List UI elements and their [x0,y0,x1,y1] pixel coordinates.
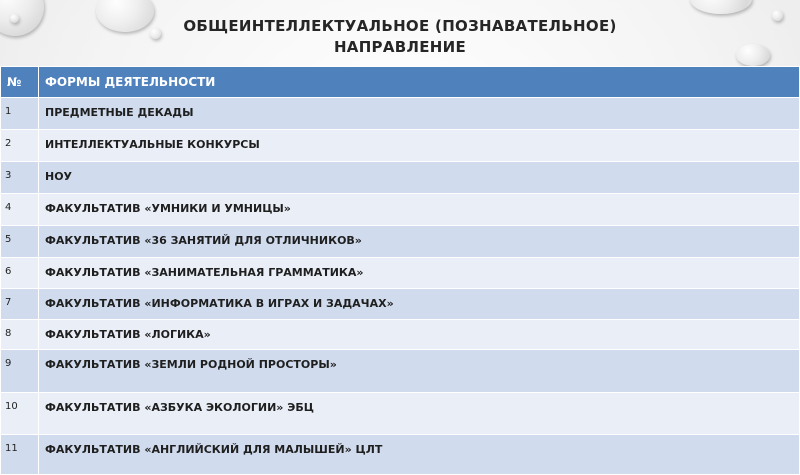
activities-table [0,66,800,475]
water-drop-decoration [772,10,783,21]
table-row [1,226,800,258]
table-row [1,194,800,226]
table-header-row [1,67,800,98]
row-number: 5 [1,226,39,258]
row-text: ФАКУЛЬТАТИВ «АНГЛИЙСКИЙ ДЛЯ МАЛЫШЕЙ» ЦЛТ [39,435,800,475]
table-row [1,393,800,435]
table-row [1,350,800,393]
title-line-2: НАПРАВЛЕНИЕ [333,38,467,56]
table-row [1,289,800,320]
water-drop-decoration [690,0,752,14]
row-text: ФАКУЛЬТАТИВ «ЛОГИКА» [39,320,800,350]
row-number: 4 [1,194,39,226]
row-number: 8 [1,320,39,350]
page-title [120,16,680,58]
row-number: 11 [1,435,39,475]
water-drop-decoration [0,0,44,36]
row-number: 3 [1,162,39,194]
water-drop-decoration [10,14,19,23]
table-row [1,98,800,130]
row-text: ИНТЕЛЛЕКТУАЛЬНЫЕ КОНКУРСЫ [39,130,800,162]
table-row [1,130,800,162]
table-row [1,162,800,194]
row-number: 1 [1,98,39,130]
table-row [1,320,800,350]
header-forms: ФОРМЫ ДЕЯТЕЛЬНОСТИ [39,67,800,98]
row-text: ФАКУЛЬТАТИВ «ИНФОРМАТИКА В ИГРАХ И ЗАДАЧАХ» [39,289,800,320]
row-number: 2 [1,130,39,162]
row-text: ФАКУЛЬТАТИВ «ЗАНИМАТЕЛЬНАЯ ГРАММАТИКА» [39,258,800,289]
title-line-1: ОБЩЕИНТЕЛЛЕКТУАЛЬНОЕ (ПОЗНАВАТЕЛЬНОЕ) [183,17,617,35]
row-text: НОУ [39,162,800,194]
water-drop-decoration [736,44,770,66]
row-text: ФАКУЛЬТАТИВ «36 ЗАНЯТИЙ ДЛЯ ОТЛИЧНИКОВ» [39,226,800,258]
row-text: ПРЕДМЕТНЫЕ ДЕКАДЫ [39,98,800,130]
row-text: ФАКУЛЬТАТИВ «АЗБУКА ЭКОЛОГИИ» ЭБЦ [39,393,800,435]
row-number: 10 [1,393,39,435]
table-row [1,435,800,475]
row-number: 9 [1,350,39,393]
header-number: № [1,67,39,98]
row-number: 7 [1,289,39,320]
row-text: ФАКУЛЬТАТИВ «УМНИКИ И УМНИЦЫ» [39,194,800,226]
table-row [1,258,800,289]
row-number: 6 [1,258,39,289]
row-text: ФАКУЛЬТАТИВ «ЗЕМЛИ РОДНОЙ ПРОСТОРЫ» [39,350,800,393]
